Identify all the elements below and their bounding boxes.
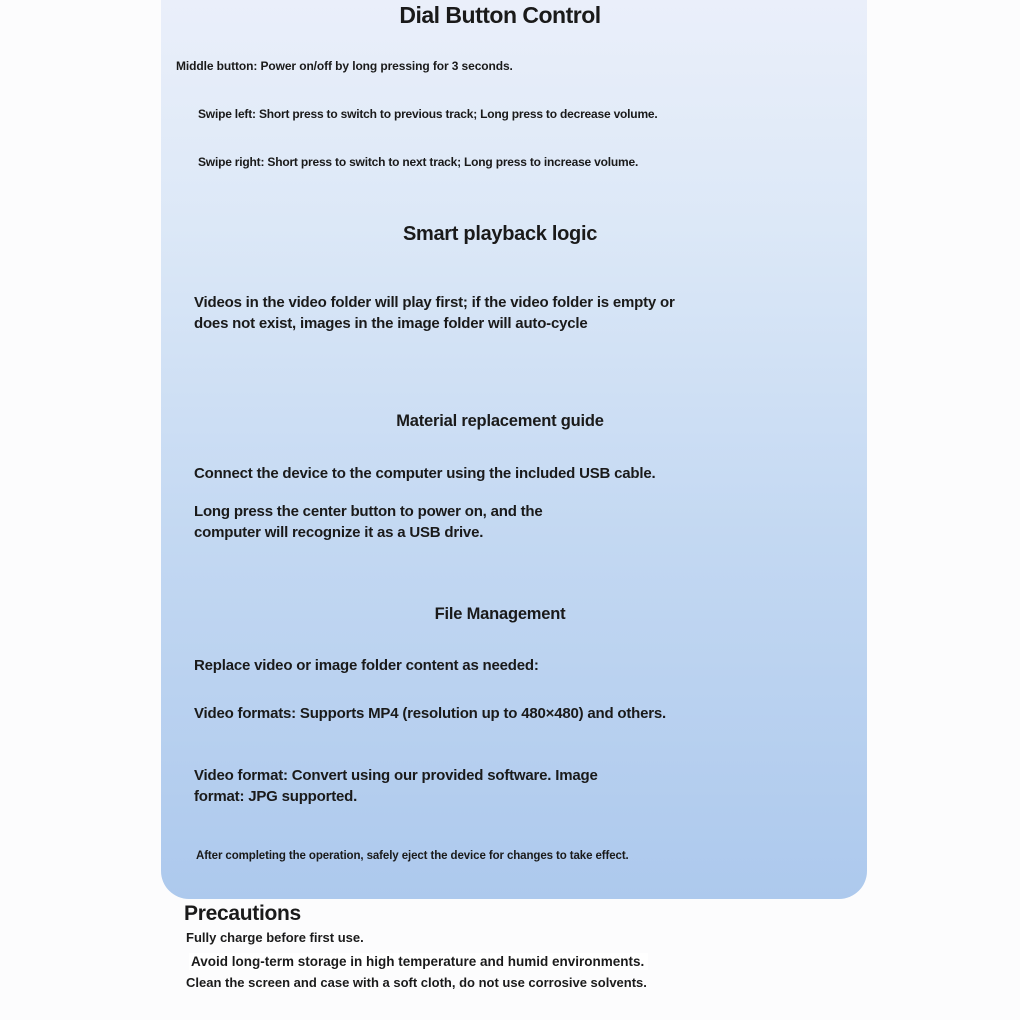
dial-swipe-right-line: Swipe right: Short press to switch to next track; Long press to increase volume. xyxy=(198,155,639,169)
file-management-formats-line: Video formats: Supports MP4 (resolution up to 480×480) and others. xyxy=(194,705,667,722)
dial-swipe-left-line: Swipe left: Short press to switch to previous track; Long press to decrease volume. xyxy=(198,107,658,121)
file-management-convert-line-1: Video format: Convert using our provided software. Image xyxy=(194,767,598,784)
precaution-charge-line: Fully charge before first use. xyxy=(186,930,364,945)
file-management-replace-line: Replace video or image folder content as needed: xyxy=(194,657,539,674)
smart-playback-line-1: Videos in the video folder will play first; if the video folder is empty or xyxy=(194,294,675,311)
material-guide-heading: Material replacement guide xyxy=(396,412,604,430)
eject-footnote: After completing the operation, safely eject the device for changes to take effect. xyxy=(196,850,629,862)
file-management-convert-paragraph xyxy=(194,765,598,807)
precautions-heading: Precautions xyxy=(184,902,301,925)
smart-playback-heading: Smart playback logic xyxy=(402,223,598,245)
smart-playback-paragraph xyxy=(194,292,675,334)
precaution-clean-line: Clean the screen and case with a soft cloth, do not use corrosive solvents. xyxy=(186,975,647,990)
precaution-storage-line: Avoid long-term storage in high temperature and humid environments. xyxy=(189,953,648,970)
dial-middle-button-line: Middle button: Power on/off by long pressing for 3 seconds. xyxy=(176,59,513,73)
page-title: Dial Button Control xyxy=(399,2,601,28)
smart-playback-line-2: does not exist, images in the image folder will auto-cycle xyxy=(194,315,588,332)
file-management-heading: File Management xyxy=(434,605,566,623)
instruction-panel xyxy=(161,0,867,899)
material-guide-longpress-line-2: computer will recognize it as a USB drive. xyxy=(194,524,484,541)
material-guide-connect-line: Connect the device to the computer using the included USB cable. xyxy=(194,465,656,482)
material-guide-longpress-line-1: Long press the center button to power on, and the xyxy=(194,503,543,520)
material-guide-longpress-paragraph xyxy=(194,501,543,543)
file-management-convert-line-2: format: JPG supported. xyxy=(194,788,358,805)
